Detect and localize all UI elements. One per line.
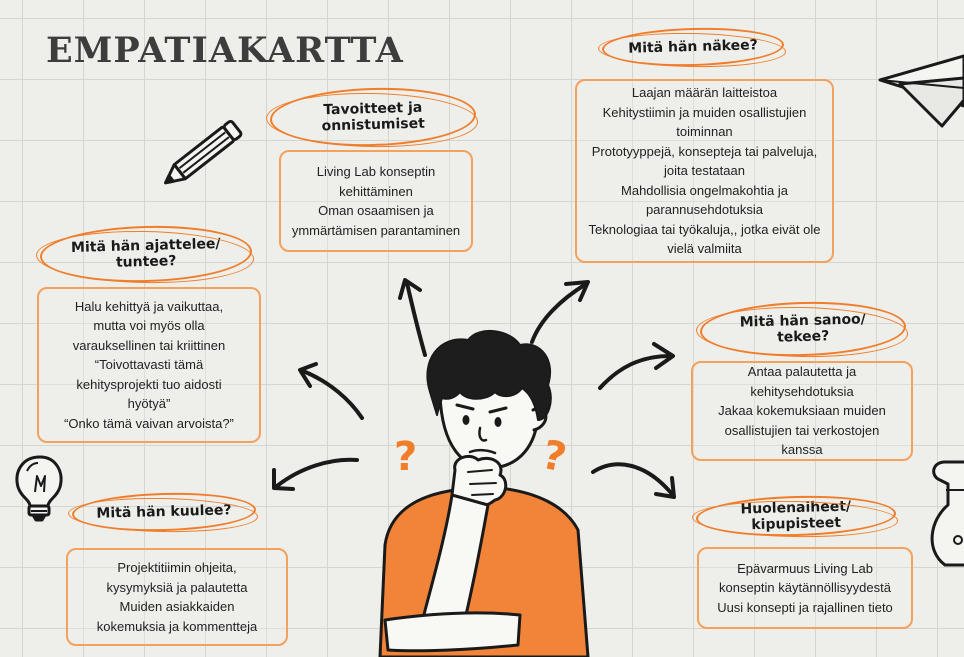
text-line: kanssa <box>781 442 823 458</box>
question-mark-icon: ? <box>394 434 418 480</box>
text-line: kehitysprojekti tuo aidosti <box>76 376 222 392</box>
heading-line: onnistumiset <box>321 115 426 135</box>
text-line: Laajan määrän laitteistoa <box>631 85 778 101</box>
text-line: Projektitiimin ohjeita, <box>117 560 237 575</box>
heading-line: tuntee? <box>115 253 177 271</box>
text-line: Prototyyppejä, konsepteja tai palveluja, <box>591 143 818 159</box>
heading-line: Huolenaiheet/ kipupisteet <box>740 498 852 534</box>
text-line: toiminnan <box>676 124 733 140</box>
text-line: hyötyä” <box>127 396 171 412</box>
text-line: mutta voi myös olla <box>93 318 205 334</box>
text-line: kehittäminen <box>339 183 413 199</box>
text-line: Oman osaamisen ja <box>318 203 434 218</box>
question-mark-icon: ? <box>538 431 571 482</box>
heading-line: Tavoitteet ja <box>323 99 423 119</box>
text-line: joita testataan <box>664 163 745 179</box>
box-tavoitteet <box>279 150 473 252</box>
box-nakee <box>575 79 834 263</box>
heading-line: Mitä hän ajattelee/ <box>70 235 221 256</box>
text-line: vielä valmiita <box>667 241 742 257</box>
text-line: konseptin käytännöllisyydestä <box>718 580 891 596</box>
text-line: parannusehdotuksia <box>645 202 764 218</box>
text-line: Living Lab konseptin <box>316 164 436 179</box>
text-line: Kehitystiimin ja muiden osallistujien <box>602 104 807 120</box>
box-huolenaiheet <box>697 547 913 629</box>
page-title: EMPATIAKARTTA <box>46 30 404 71</box>
text-line: “Onko tämä vaivan arvoista?” <box>64 415 234 431</box>
text-line: Mahdollisia ongelmakohtia ja <box>621 182 788 198</box>
text-line: Epävarmuus Living Lab <box>737 560 873 576</box>
text-line: Halu kehittyä ja vaikuttaa, <box>74 298 224 314</box>
text-line: ymmärtämisen parantaminen <box>291 222 461 238</box>
text-line: Jakaa kokemuksiaan muiden <box>718 403 886 419</box>
text-line: varauksellinen tai kriittinen <box>72 337 226 353</box>
text-line: kehitysehdotuksia <box>750 383 854 399</box>
text-line: “Toivottavasti tämä <box>94 357 204 373</box>
text-line: osallistujien tai verkostojen <box>724 422 880 438</box>
heading-line: Mitä hän kuulee? <box>96 502 232 522</box>
heading-line: Mitä hän sanoo/ <box>739 311 867 331</box>
box-kuulee <box>66 548 288 646</box>
text-line: kokemuksia ja kommentteja <box>96 618 258 634</box>
text-line: Teknologiaa tai työkaluja,, jotka eivät ole <box>588 221 821 237</box>
text-line: kysymyksiä ja palautetta <box>106 579 248 595</box>
text-line: Muiden asiakkaiden <box>119 599 235 614</box>
box-ajattelee <box>37 287 261 443</box>
heading-line: Mitä hän näkee? <box>628 37 758 57</box>
text-line: Uusi konsepti ja rajallinen tieto <box>717 599 893 615</box>
box-sanoo <box>691 361 913 461</box>
heading-line: tekee? <box>776 328 830 346</box>
text-line: Antaa palautetta ja <box>747 364 857 380</box>
